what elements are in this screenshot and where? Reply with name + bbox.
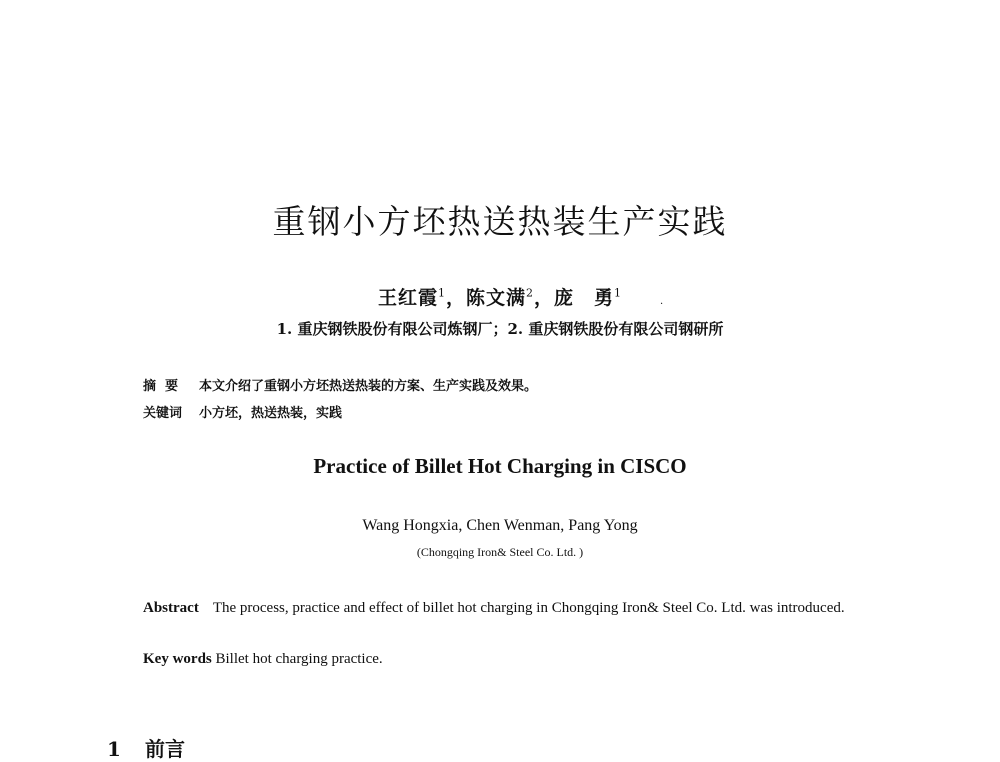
author-1-sup: 1 xyxy=(437,286,446,300)
section-heading xyxy=(107,733,185,762)
author-1: 王红霞 xyxy=(377,287,438,309)
chinese-keywords xyxy=(143,402,342,421)
author-3: 庞 勇 xyxy=(554,287,615,309)
english-authors: Wang Hongxia, Chen Wenman, Pang Yong xyxy=(362,517,638,534)
english-keywords xyxy=(143,651,383,668)
chinese-affiliation: 1. 重庆钢铁股份有限公司炼钢厂；2. 重庆钢铁股份有限公司钢研所 xyxy=(276,320,724,338)
english-keywords-text: Billet hot charging practice. xyxy=(215,651,383,667)
english-title: Practice of Billet Hot Charging in CISCO xyxy=(313,454,687,478)
chinese-abstract xyxy=(143,375,537,394)
author-3-sup: 1 xyxy=(614,286,623,300)
stray-mark: . xyxy=(660,296,664,307)
author-separator: ， xyxy=(534,287,555,309)
section-number: 1 xyxy=(107,737,121,761)
english-abstract-label: Abstract xyxy=(143,600,199,616)
english-abstract xyxy=(143,594,873,622)
abstract-label: 摘要 xyxy=(143,379,188,394)
abstract-text: 本文介绍了重钢小方坯热送热装的方案、生产实践及效果。 xyxy=(199,379,538,394)
chinese-title: 重钢小方坯热送热装生产实践 xyxy=(272,202,728,241)
english-abstract-text: The process, practice and effect of billet hot charging in Chongqing Iron& Steel Co. Ltd. was introduced. xyxy=(212,600,845,616)
english-keywords-label: Key words xyxy=(143,651,212,667)
english-affiliation: (Chongqing Iron& Steel Co. Ltd. ) xyxy=(416,545,584,559)
section-title: 前言 xyxy=(145,737,185,761)
author-separator: ， xyxy=(445,287,466,309)
author-2-sup: 2 xyxy=(526,286,534,300)
keywords-label: 关键词 xyxy=(143,406,183,421)
author-2: 陈文满 xyxy=(465,287,526,309)
keywords-text: 小方坯，热送热装，实践 xyxy=(199,406,343,421)
chinese-authors xyxy=(0,283,1000,310)
